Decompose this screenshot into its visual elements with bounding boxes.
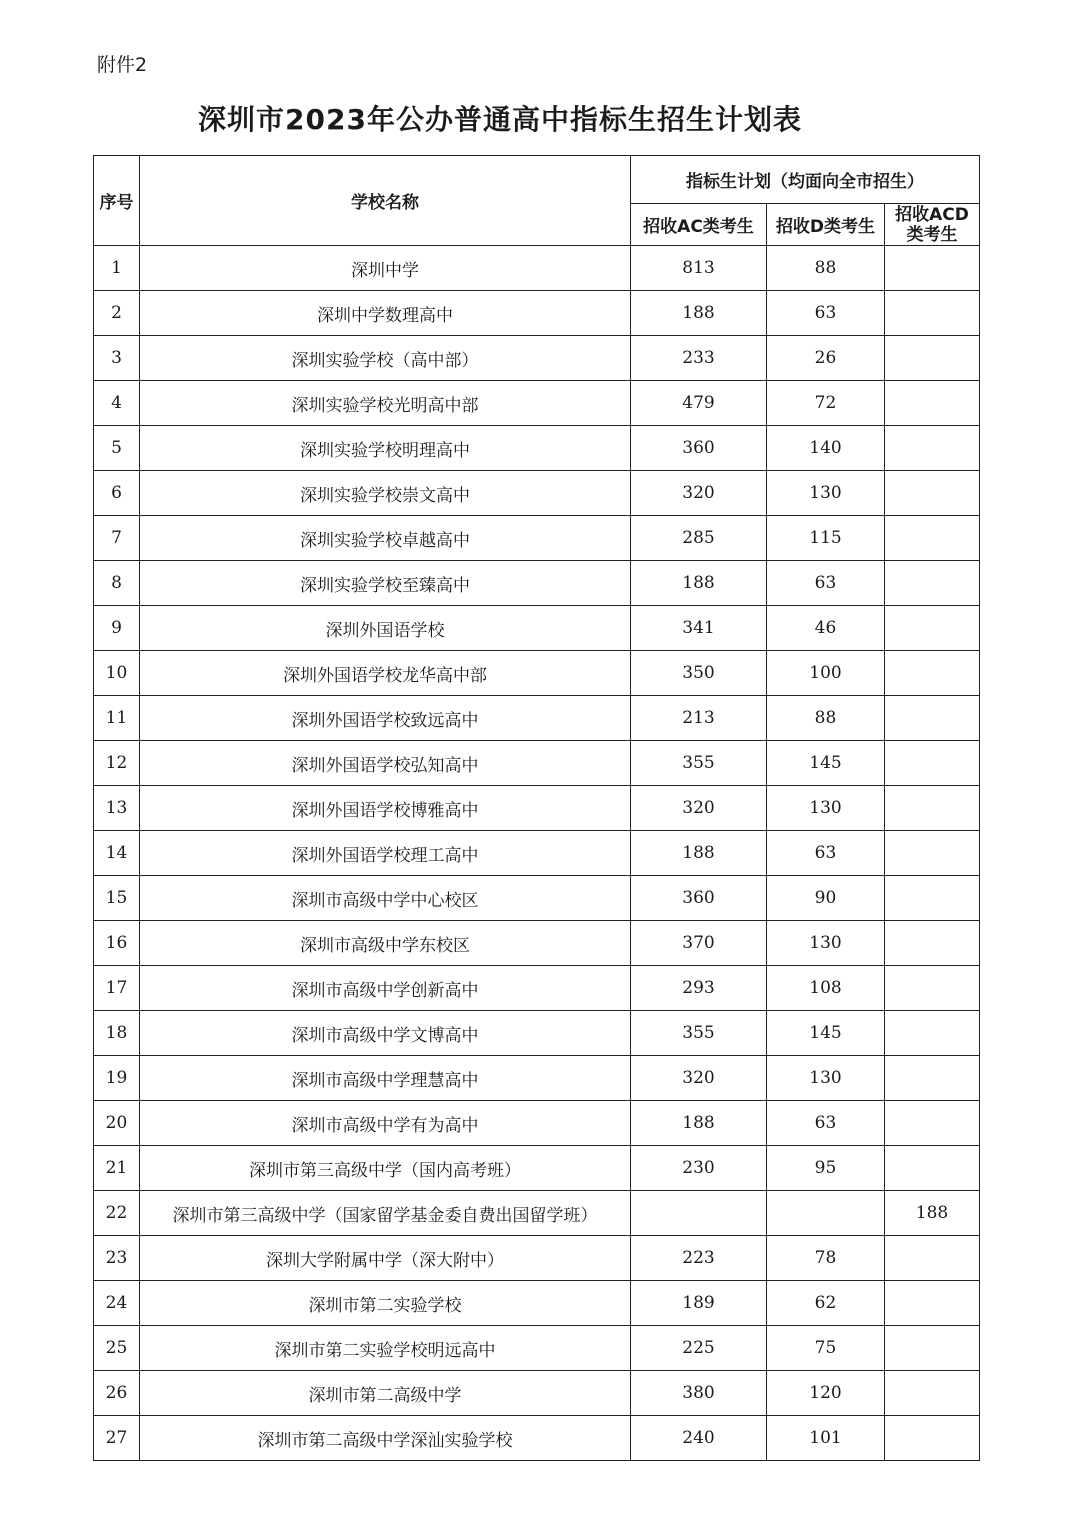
row-school-name: 深圳市高级中学有为高中 — [140, 1101, 631, 1146]
row-school-name: 深圳外国语学校 — [140, 606, 631, 651]
row-ac-count: 370 — [631, 921, 767, 966]
table-row — [94, 651, 980, 696]
header-plan-group: 指标生计划（均面向全市招生） — [631, 156, 980, 204]
row-ac-count: 320 — [631, 786, 767, 831]
row-seq: 12 — [94, 741, 140, 786]
row-d-count: 63 — [767, 561, 885, 606]
row-seq: 22 — [94, 1191, 140, 1236]
row-seq: 25 — [94, 1326, 140, 1371]
header-seq: 序号 — [94, 156, 140, 246]
row-ac-count: 350 — [631, 651, 767, 696]
row-school-name: 深圳中学 — [140, 246, 631, 291]
row-seq: 13 — [94, 786, 140, 831]
row-acd-count — [885, 1281, 980, 1326]
table-row — [94, 696, 980, 741]
row-ac-count: 213 — [631, 696, 767, 741]
row-seq: 15 — [94, 876, 140, 921]
row-seq: 16 — [94, 921, 140, 966]
row-acd-count — [885, 1146, 980, 1191]
row-seq: 2 — [94, 291, 140, 336]
row-d-count: 75 — [767, 1326, 885, 1371]
row-ac-count: 188 — [631, 1101, 767, 1146]
table-row — [94, 741, 980, 786]
row-d-count: 145 — [767, 741, 885, 786]
table-row — [94, 831, 980, 876]
row-d-count: 115 — [767, 516, 885, 561]
row-seq: 7 — [94, 516, 140, 561]
row-d-count: 90 — [767, 876, 885, 921]
row-d-count: 88 — [767, 696, 885, 741]
table-row — [94, 1011, 980, 1056]
row-school-name: 深圳市高级中学理慧高中 — [140, 1056, 631, 1101]
row-school-name: 深圳外国语学校博雅高中 — [140, 786, 631, 831]
table-row — [94, 1056, 980, 1101]
row-d-count: 130 — [767, 1056, 885, 1101]
row-school-name: 深圳外国语学校理工高中 — [140, 831, 631, 876]
table-row — [94, 336, 980, 381]
row-d-count: 130 — [767, 921, 885, 966]
row-seq: 24 — [94, 1281, 140, 1326]
row-school-name: 深圳市高级中学创新高中 — [140, 966, 631, 1011]
row-seq: 10 — [94, 651, 140, 696]
row-acd-count — [885, 741, 980, 786]
row-seq: 19 — [94, 1056, 140, 1101]
row-school-name: 深圳中学数理高中 — [140, 291, 631, 336]
row-school-name: 深圳市第二高级中学 — [140, 1371, 631, 1416]
row-d-count: 26 — [767, 336, 885, 381]
row-acd-count — [885, 291, 980, 336]
row-school-name: 深圳实验学校光明高中部 — [140, 381, 631, 426]
row-school-name: 深圳实验学校（高中部） — [140, 336, 631, 381]
row-acd-count — [885, 1326, 980, 1371]
row-acd-count — [885, 696, 980, 741]
row-acd-count — [885, 966, 980, 1011]
row-d-count: 63 — [767, 1101, 885, 1146]
row-school-name: 深圳市第三高级中学（国内高考班） — [140, 1146, 631, 1191]
row-seq: 17 — [94, 966, 140, 1011]
row-seq: 26 — [94, 1371, 140, 1416]
row-d-count: 140 — [767, 426, 885, 471]
table-row — [94, 876, 980, 921]
row-seq: 27 — [94, 1416, 140, 1461]
row-ac-count: 479 — [631, 381, 767, 426]
row-acd-count — [885, 336, 980, 381]
row-d-count: 95 — [767, 1146, 885, 1191]
row-acd-count — [885, 246, 980, 291]
row-school-name: 深圳外国语学校龙华高中部 — [140, 651, 631, 696]
row-seq: 21 — [94, 1146, 140, 1191]
row-acd-count — [885, 516, 980, 561]
table-row — [94, 1371, 980, 1416]
row-ac-count: 189 — [631, 1281, 767, 1326]
row-school-name: 深圳市第三高级中学（国家留学基金委自费出国留学班） — [140, 1191, 631, 1236]
row-seq: 1 — [94, 246, 140, 291]
row-acd-count — [885, 921, 980, 966]
table-row — [94, 966, 980, 1011]
row-acd-count — [885, 1371, 980, 1416]
table-row — [94, 921, 980, 966]
row-ac-count: 360 — [631, 876, 767, 921]
row-d-count: 72 — [767, 381, 885, 426]
row-acd-count — [885, 1056, 980, 1101]
row-ac-count: 320 — [631, 471, 767, 516]
row-acd-count — [885, 1416, 980, 1461]
row-school-name: 深圳实验学校明理高中 — [140, 426, 631, 471]
row-ac-count: 320 — [631, 1056, 767, 1101]
row-school-name: 深圳市高级中学文博高中 — [140, 1011, 631, 1056]
row-acd-count — [885, 426, 980, 471]
row-d-count: 78 — [767, 1236, 885, 1281]
table-row — [94, 471, 980, 516]
header-d: 招收D类考生 — [767, 204, 885, 246]
table-row — [94, 606, 980, 651]
table-row — [94, 1101, 980, 1146]
row-seq: 20 — [94, 1101, 140, 1146]
row-seq: 11 — [94, 696, 140, 741]
row-acd-count — [885, 381, 980, 426]
row-ac-count: 188 — [631, 561, 767, 606]
row-ac-count: 380 — [631, 1371, 767, 1416]
table-row — [94, 291, 980, 336]
row-seq: 4 — [94, 381, 140, 426]
table-row — [94, 1236, 980, 1281]
row-ac-count: 355 — [631, 1011, 767, 1056]
row-ac-count: 813 — [631, 246, 767, 291]
header-school-name: 学校名称 — [140, 156, 631, 246]
row-ac-count: 285 — [631, 516, 767, 561]
header-acd-line1: 招收ACD — [895, 204, 969, 225]
row-seq: 9 — [94, 606, 140, 651]
row-ac-count — [631, 1191, 767, 1236]
row-d-count: 130 — [767, 471, 885, 516]
table-row — [94, 561, 980, 606]
row-acd-count — [885, 876, 980, 921]
row-seq: 5 — [94, 426, 140, 471]
row-school-name: 深圳市高级中学中心校区 — [140, 876, 631, 921]
table-row — [94, 381, 980, 426]
row-d-count: 88 — [767, 246, 885, 291]
row-acd-count — [885, 561, 980, 606]
row-acd-count — [885, 831, 980, 876]
row-d-count: 46 — [767, 606, 885, 651]
row-seq: 14 — [94, 831, 140, 876]
row-ac-count: 293 — [631, 966, 767, 1011]
row-acd-count — [885, 1236, 980, 1281]
row-seq: 3 — [94, 336, 140, 381]
row-school-name: 深圳市第二实验学校 — [140, 1281, 631, 1326]
row-acd-count — [885, 471, 980, 516]
table-row — [94, 1326, 980, 1371]
row-ac-count: 223 — [631, 1236, 767, 1281]
row-ac-count: 188 — [631, 291, 767, 336]
table-row — [94, 246, 980, 291]
row-ac-count: 355 — [631, 741, 767, 786]
attachment-label: 附件2 — [97, 54, 148, 76]
row-ac-count: 225 — [631, 1326, 767, 1371]
row-d-count: 130 — [767, 786, 885, 831]
row-school-name: 深圳市高级中学东校区 — [140, 921, 631, 966]
row-d-count: 100 — [767, 651, 885, 696]
row-d-count: 101 — [767, 1416, 885, 1461]
row-school-name: 深圳实验学校卓越高中 — [140, 516, 631, 561]
row-d-count: 63 — [767, 831, 885, 876]
table-row — [94, 426, 980, 471]
row-school-name: 深圳实验学校至臻高中 — [140, 561, 631, 606]
row-acd-count — [885, 606, 980, 651]
row-school-name: 深圳外国语学校弘知高中 — [140, 741, 631, 786]
table-row — [94, 1146, 980, 1191]
row-d-count: 120 — [767, 1371, 885, 1416]
row-ac-count: 240 — [631, 1416, 767, 1461]
row-ac-count: 233 — [631, 336, 767, 381]
row-acd-count — [885, 1101, 980, 1146]
document-title: 深圳市2023年公办普通高中指标生招生计划表 — [198, 103, 802, 136]
table-row — [94, 786, 980, 831]
row-seq: 23 — [94, 1236, 140, 1281]
row-d-count: 145 — [767, 1011, 885, 1056]
row-seq: 18 — [94, 1011, 140, 1056]
header-ac: 招收AC类考生 — [631, 204, 767, 246]
row-school-name: 深圳市第二高级中学深汕实验学校 — [140, 1416, 631, 1461]
table-body — [94, 246, 980, 1461]
table-row — [94, 1281, 980, 1326]
enrollment-plan-table — [93, 155, 980, 1461]
row-seq: 8 — [94, 561, 140, 606]
row-d-count — [767, 1191, 885, 1236]
row-ac-count: 188 — [631, 831, 767, 876]
header-acd — [885, 204, 980, 246]
table-row — [94, 516, 980, 561]
row-school-name: 深圳实验学校崇文高中 — [140, 471, 631, 516]
row-acd-count — [885, 651, 980, 696]
row-acd-count: 188 — [885, 1191, 980, 1236]
row-acd-count — [885, 1011, 980, 1056]
row-d-count: 63 — [767, 291, 885, 336]
table-row — [94, 1416, 980, 1461]
row-d-count: 62 — [767, 1281, 885, 1326]
row-school-name: 深圳市第二实验学校明远高中 — [140, 1326, 631, 1371]
header-acd-line2: 类考生 — [906, 224, 958, 245]
row-acd-count — [885, 786, 980, 831]
row-seq: 6 — [94, 471, 140, 516]
table-row — [94, 1191, 980, 1236]
row-school-name: 深圳大学附属中学（深大附中） — [140, 1236, 631, 1281]
row-d-count: 108 — [767, 966, 885, 1011]
row-ac-count: 230 — [631, 1146, 767, 1191]
row-ac-count: 360 — [631, 426, 767, 471]
row-school-name: 深圳外国语学校致远高中 — [140, 696, 631, 741]
row-ac-count: 341 — [631, 606, 767, 651]
